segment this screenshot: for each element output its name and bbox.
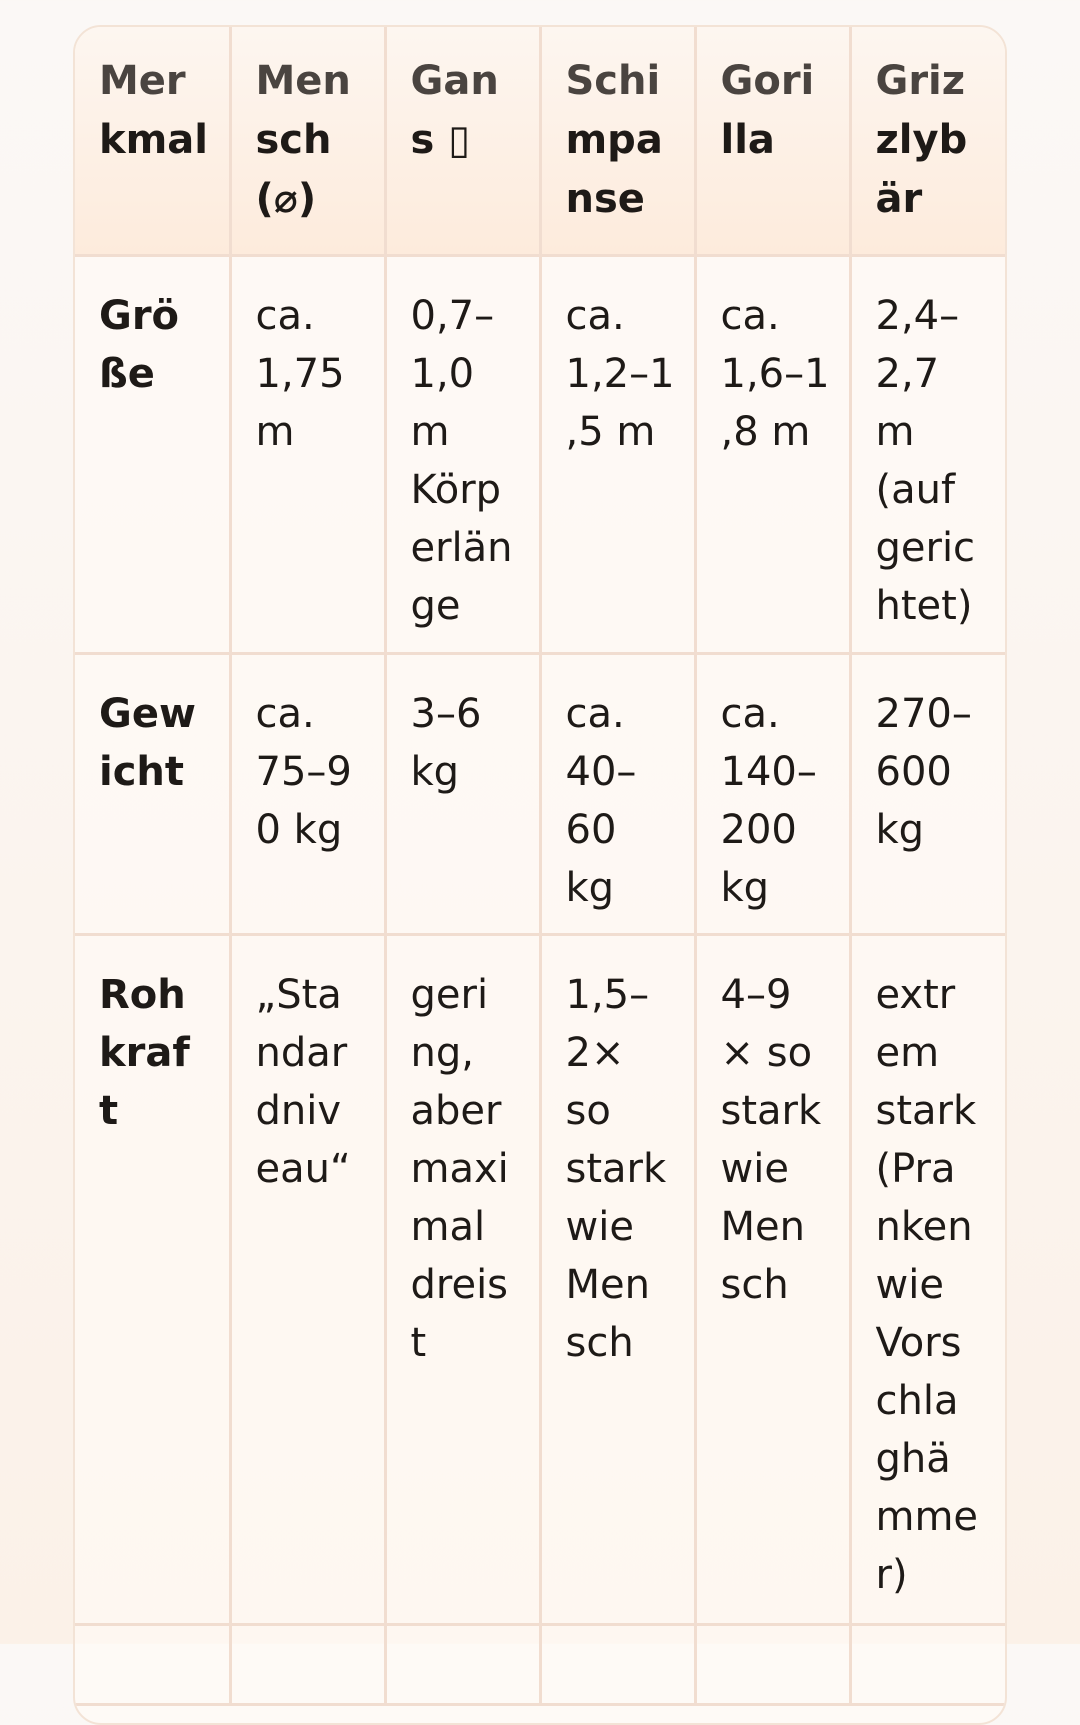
cell-text-line: 140–: [720, 748, 817, 795]
cell-text-line: t: [99, 1087, 119, 1134]
cell-chimp: [540, 653, 695, 934]
cell-text-line: em: [875, 1029, 940, 1076]
header-goose: [385, 27, 540, 255]
cell-text-line: ße: [99, 350, 155, 397]
cell-chimp: [540, 934, 695, 1624]
header-feature-line1: Mer: [99, 58, 186, 104]
cell-text-line: dniv: [255, 1087, 342, 1134]
cell-text-line: kg: [410, 748, 460, 795]
cell-feature: [75, 653, 230, 934]
cell-human: [230, 653, 385, 934]
header-chimp: [540, 27, 695, 255]
header-goose-line2: s ▯: [410, 117, 471, 163]
cell-text-line: 2,4–: [875, 292, 960, 339]
cell-text-line: 40–: [565, 748, 637, 795]
cell-text-line: Roh: [99, 971, 186, 1018]
table-body: [75, 255, 1005, 1704]
header-goose-line1: Gan: [410, 58, 499, 104]
cell-empty: [850, 1624, 1005, 1704]
header-grizzly: [850, 27, 1005, 255]
cell-feature: [75, 934, 230, 1624]
cell-text-line: (auf: [875, 466, 956, 513]
comparison-table-card: [73, 25, 1007, 1725]
header-row: [75, 27, 1005, 255]
cell-text-line: wie: [565, 1203, 634, 1250]
cell-text-line: Körp: [410, 466, 502, 513]
cell-gorilla: [695, 934, 850, 1624]
cell-text-line: 75–9: [255, 748, 352, 795]
table-row-partial: [75, 1624, 1005, 1704]
cell-text-line: erlän: [410, 524, 513, 571]
cell-text-line: × so: [720, 1029, 813, 1076]
cell-text-line: 1,6–1: [720, 350, 830, 397]
cell-text-line: 60: [565, 806, 617, 853]
cell-text-line: 1,75: [255, 350, 345, 397]
cell-text-line: chla: [875, 1377, 959, 1424]
header-feature: [75, 27, 230, 255]
header-grizzly-line2: zlyb: [875, 117, 968, 163]
cell-text-line: Men: [720, 1203, 805, 1250]
cell-text-line: 4–9: [720, 971, 792, 1018]
cell-text-line: wie: [720, 1145, 789, 1192]
cell-human: [230, 934, 385, 1624]
cell-text-line: ca.: [255, 690, 315, 737]
table-header: [75, 27, 1005, 255]
cell-text-line: 600: [875, 748, 952, 795]
cell-text-line: geric: [875, 524, 976, 571]
header-chimp-line2: mpa: [565, 117, 663, 163]
cell-text-line: m: [255, 408, 295, 455]
cell-text-line: ,8 m: [720, 408, 811, 455]
cell-text-line: mme: [875, 1493, 979, 1540]
cell-text-line: ,5 m: [565, 408, 656, 455]
cell-text-line: m: [410, 408, 450, 455]
header-grizzly-line3: är: [875, 176, 923, 222]
cell-goose: [385, 255, 540, 653]
cell-text-line: 2,7: [875, 350, 940, 397]
cell-text-line: 0 kg: [255, 806, 343, 853]
cell-text-line: Vors: [875, 1319, 962, 1366]
cell-text-line: Grö: [99, 292, 180, 339]
cell-text-line: icht: [99, 748, 185, 795]
cell-text-line: m: [875, 408, 915, 455]
cell-empty: [75, 1624, 230, 1704]
cell-human: [230, 255, 385, 653]
cell-text-line: Men: [565, 1261, 650, 1308]
table-row: [75, 653, 1005, 934]
cell-text-line: 3–6: [410, 690, 482, 737]
cell-text-line: wie: [875, 1261, 944, 1308]
cell-text-line: 2×: [565, 1029, 625, 1076]
cell-text-line: r): [875, 1551, 908, 1598]
cell-text-line: 270–: [875, 690, 972, 737]
header-human-line1: Men: [255, 58, 351, 104]
header-gorilla-line2: lla: [720, 117, 775, 163]
cell-chimp: [540, 255, 695, 653]
cell-text-line: 1,0: [410, 350, 475, 397]
cell-text-line: extr: [875, 971, 956, 1018]
cell-text-line: dreis: [410, 1261, 509, 1308]
cell-text-line: sch: [565, 1319, 634, 1366]
cell-text-line: nken: [875, 1203, 973, 1250]
header-gorilla-line1: Gori: [720, 58, 815, 104]
cell-grizzly: [850, 653, 1005, 934]
cell-text-line: ca.: [565, 690, 625, 737]
header-chimp-line3: nse: [565, 176, 645, 222]
header-human-line3: (⌀): [255, 176, 317, 222]
cell-text-line: Gew: [99, 690, 196, 737]
cell-text-line: ng,: [410, 1029, 474, 1076]
header-grizzly-line1: Griz: [875, 58, 966, 104]
header-human-line2: sch: [255, 117, 332, 163]
cell-text-line: kg: [875, 806, 925, 853]
cell-text-line: (Pra: [875, 1145, 956, 1192]
header-gorilla: [695, 27, 850, 255]
cell-grizzly: [850, 255, 1005, 653]
cell-text-line: eau“: [255, 1145, 351, 1192]
cell-text-line: ca.: [720, 690, 780, 737]
cell-text-line: mal: [410, 1203, 486, 1250]
cell-text-line: 200: [720, 806, 797, 853]
cell-text-line: „Sta: [255, 971, 342, 1018]
cell-empty: [230, 1624, 385, 1704]
cell-text-line: 0,7–: [410, 292, 495, 339]
cell-feature: [75, 255, 230, 653]
header-human: [230, 27, 385, 255]
cell-text-line: 1,2–1: [565, 350, 675, 397]
cell-text-line: ghä: [875, 1435, 951, 1482]
cell-text-line: stark: [875, 1087, 977, 1134]
table-row: [75, 934, 1005, 1624]
cell-text-line: so: [565, 1087, 611, 1134]
cell-text-line: maxi: [410, 1145, 509, 1192]
cell-text-line: ca.: [255, 292, 315, 339]
cell-text-line: ca.: [565, 292, 625, 339]
table-row: [75, 255, 1005, 653]
cell-text-line: 1,5–: [565, 971, 650, 1018]
cell-empty: [540, 1624, 695, 1704]
cell-gorilla: [695, 255, 850, 653]
cell-text-line: ge: [410, 582, 461, 629]
cell-grizzly: [850, 934, 1005, 1624]
cell-text-line: stark: [565, 1145, 667, 1192]
cell-text-line: geri: [410, 971, 489, 1018]
cell-text-line: htet): [875, 582, 973, 629]
cell-goose: [385, 653, 540, 934]
cell-text-line: aber: [410, 1087, 502, 1134]
header-chimp-line1: Schi: [565, 58, 661, 104]
cell-text-line: stark: [720, 1087, 822, 1134]
cell-empty: [385, 1624, 540, 1704]
cell-gorilla: [695, 653, 850, 934]
cell-text-line: sch: [720, 1261, 789, 1308]
cell-text-line: ca.: [720, 292, 780, 339]
cell-empty: [695, 1624, 850, 1704]
cell-goose: [385, 934, 540, 1624]
comparison-table: [75, 27, 1005, 1706]
cell-text-line: ndar: [255, 1029, 348, 1076]
cell-text-line: t: [410, 1319, 427, 1366]
cell-text-line: kg: [720, 864, 770, 911]
cell-text-line: kg: [565, 864, 615, 911]
header-feature-line2: kmal: [99, 117, 208, 163]
cell-text-line: kraf: [99, 1029, 190, 1076]
